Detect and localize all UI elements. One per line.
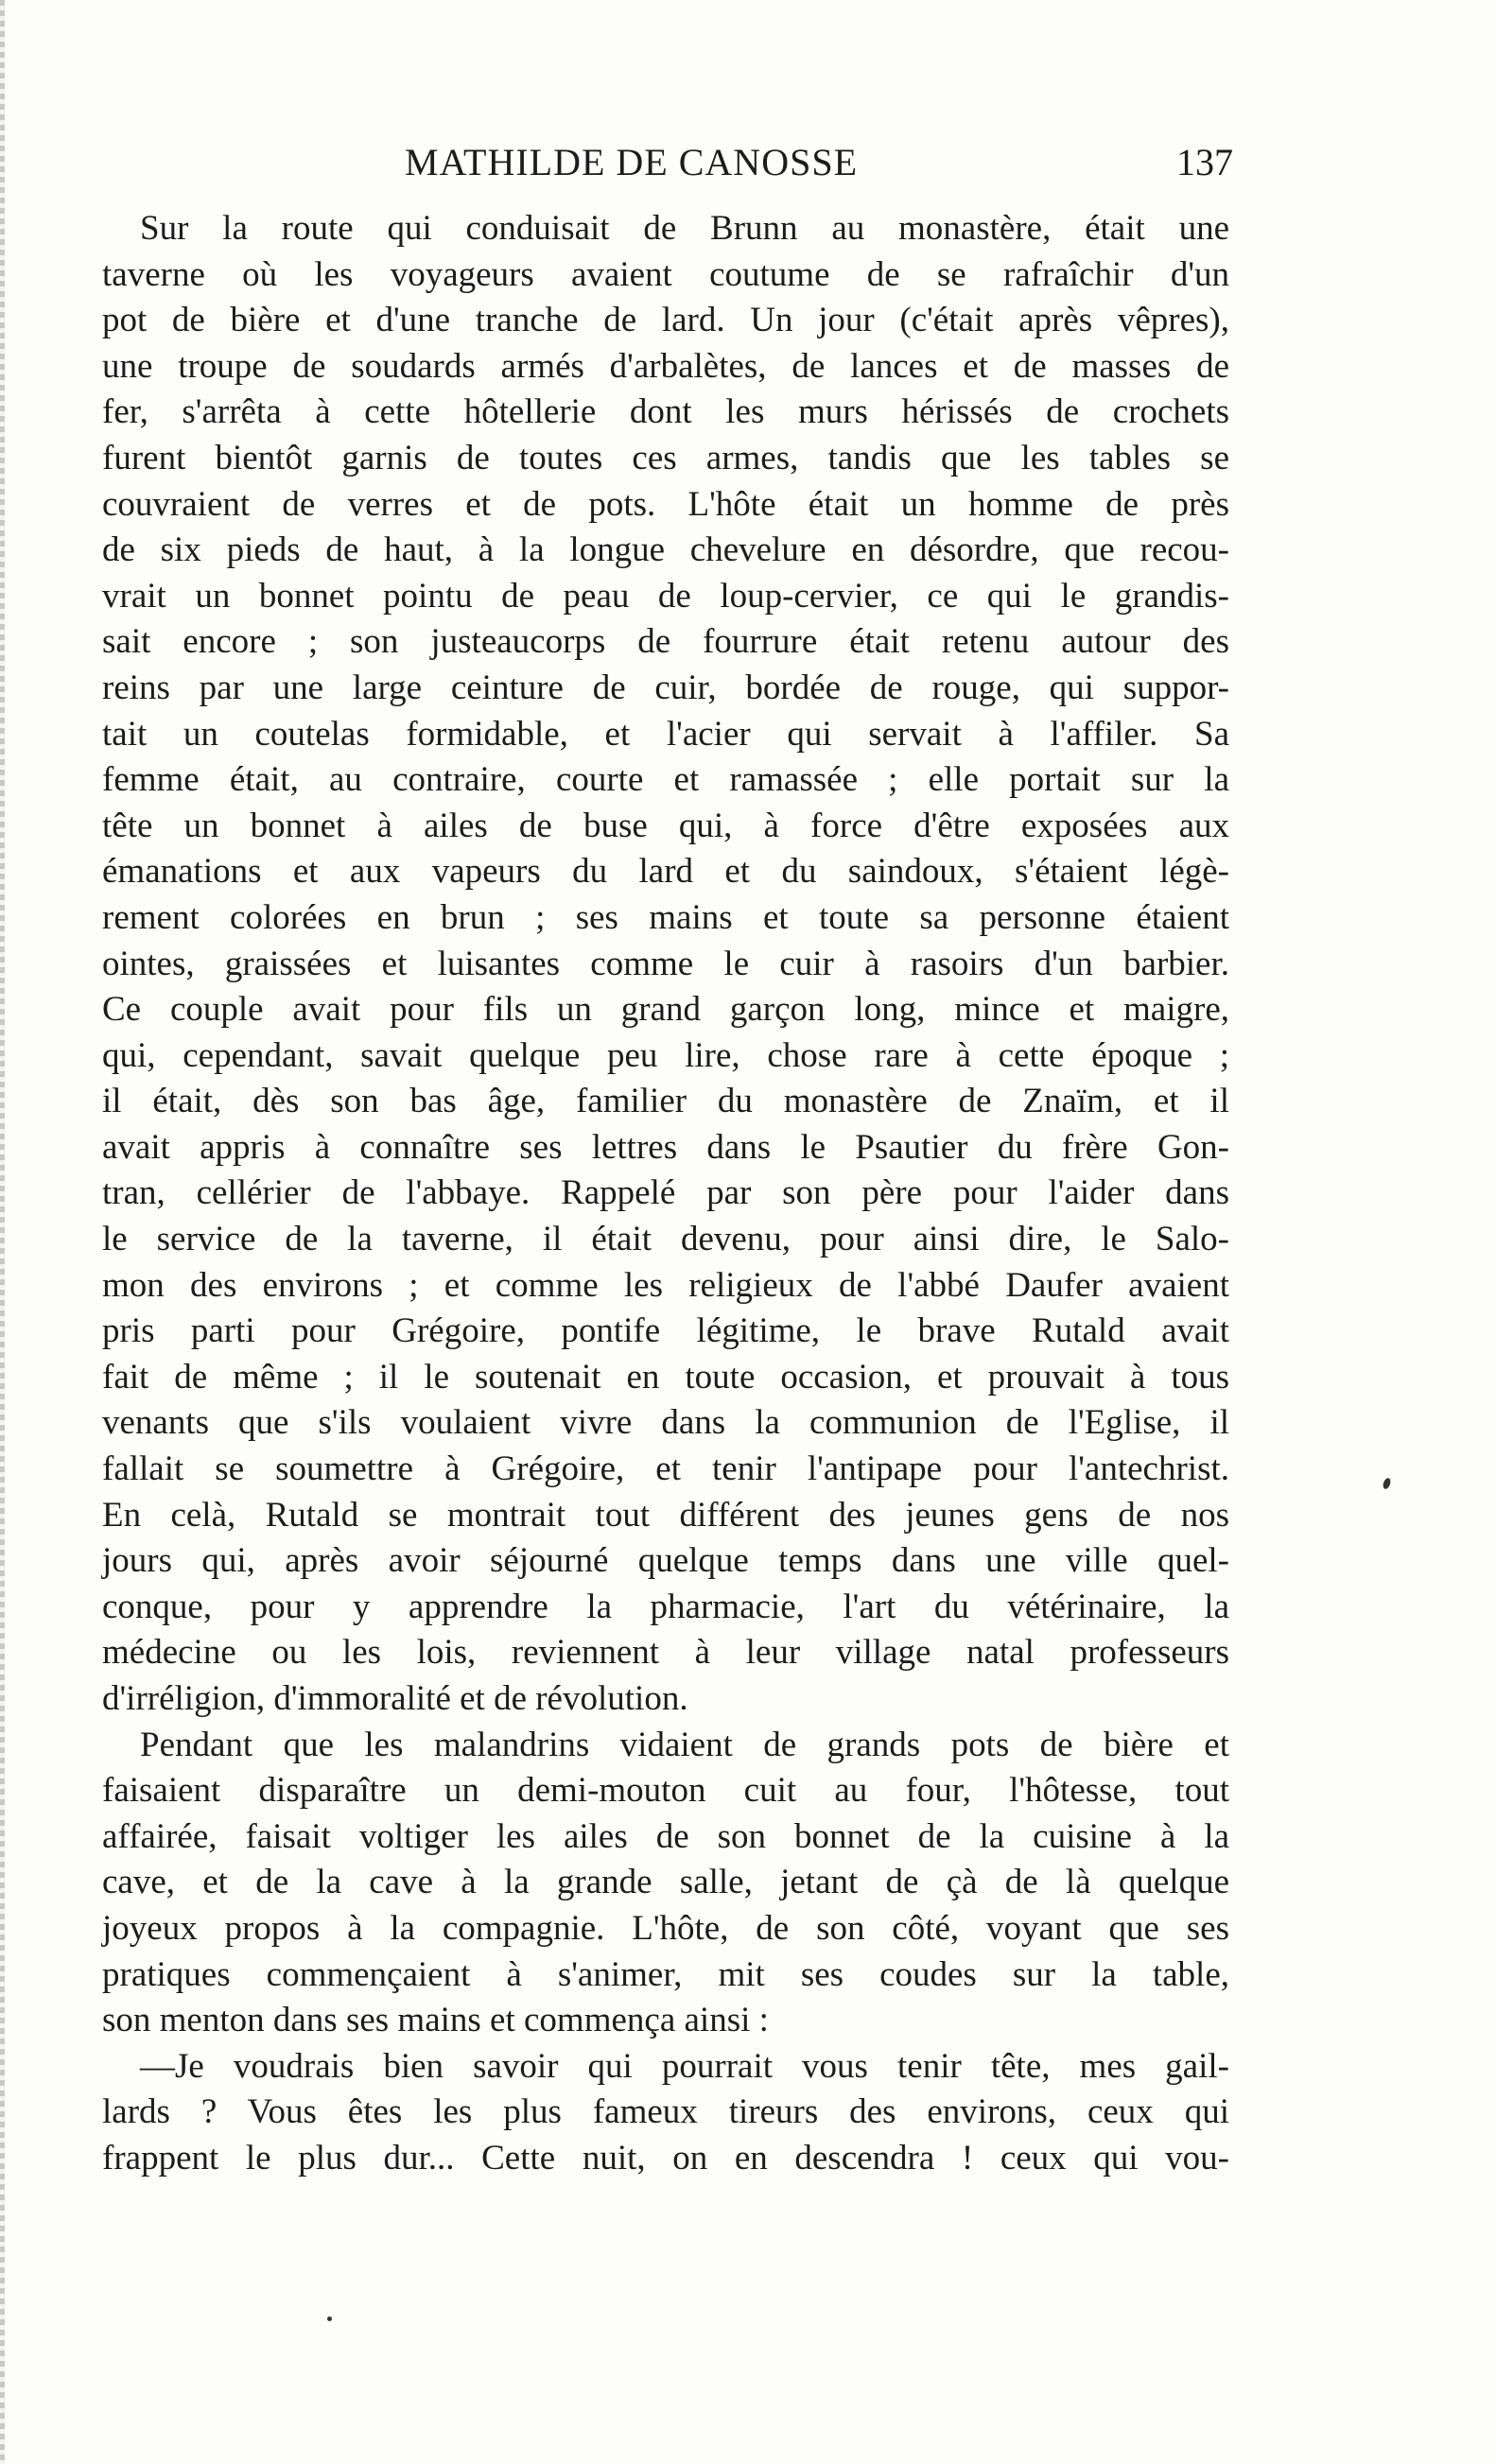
text-line: pratiques commençaient à s'animer, mit ses coudes sur la table, (102, 1954, 1229, 1994)
book-page (102, 140, 1233, 2182)
running-head (102, 140, 1233, 197)
text-line: frappent le plus dur... Cette nuit, on en descendra ! ceux qui vou- (102, 2138, 1229, 2178)
text-line: reins par une large ceinture de cuir, bordée de rouge, qui suppor- (102, 668, 1229, 707)
text-line: conque, pour y apprendre la pharmacie, l'art du vétérinaire, la (102, 1587, 1229, 1626)
text-line: vrait un bonnet pointu de peau de loup-cervier, ce qui le grandis- (102, 576, 1229, 616)
text-line: lards ? Vous êtes les plus fameux tireurs des environs, ceux qui (102, 2092, 1229, 2132)
paragraph (102, 2044, 1229, 2182)
text-line: cave, et de la cave à la grande salle, jetant de çà de là quelque (102, 1863, 1229, 1902)
text-line: d'irréligion, d'immoralité et de révolution. (102, 1679, 688, 1718)
text-line: jours qui, après avoir séjourné quelque temps dans une ville quel- (102, 1541, 1229, 1581)
text-line: Sur la route qui conduisait de Brunn au monastère, était une (140, 209, 1229, 248)
text-line: fallait se soumettre à Grégoire, et tenir l'antipape pour l'antechrist. (102, 1449, 1229, 1489)
text-line: qui, cependant, savait quelque peu lire, chose rare à cette époque ; (102, 1035, 1229, 1075)
text-line: le service de la taverne, il était devenu, pour ainsi dire, le Salo- (102, 1220, 1229, 1259)
text-line: sait encore ; son justeaucorps de fourrure était retenu autour des (102, 622, 1229, 662)
text-line: fait de même ; il le soutenait en toute occasion, et prouvait à tous (102, 1357, 1229, 1397)
text-line: tête un bonnet à ailes de buse qui, à force d'être exposées aux (102, 806, 1229, 845)
text-line: il était, dès son bas âge, familier du monastère de Znaïm, et il (102, 1082, 1229, 1121)
text-line: —Je voudrais bien savoir qui pourrait vous tenir tête, mes gail- (140, 2046, 1229, 2086)
text-line: mon des environs ; et comme les religieux de l'abbé Daufer avaient (102, 1265, 1229, 1305)
text-line: tait un coutelas formidable, et l'acier qui servait à l'affiler. Sa (102, 714, 1229, 754)
ink-speck (1382, 1477, 1392, 1490)
text-line: Pendant que les malandrins vidaient de grands pots de bière et (140, 1725, 1229, 1764)
text-line: faisaient disparaître un demi-mouton cuit au four, l'hôtesse, tout (102, 1771, 1229, 1811)
text-line: joyeux propos à la compagnie. L'hôte, de son côté, voyant que ses (102, 1908, 1229, 1948)
text-line: fer, s'arrêta à cette hôtellerie dont les murs hérissés de crochets (102, 392, 1229, 432)
text-line: ointes, graissées et luisantes comme le cuir à rasoirs d'un barbier. (102, 944, 1229, 983)
text-line: une troupe de soudards armés d'arbalètes, de lances et de masses de (102, 346, 1229, 386)
text-line: tran, cellérier de l'abbaye. Rappelé par son père pour l'aider dans (102, 1173, 1229, 1213)
text-line: avait appris à connaître ses lettres dans le Psautier du frère Gon- (102, 1127, 1229, 1167)
text-line: En celà, Rutald se montrait tout différent des jeunes gens de nos (102, 1495, 1229, 1535)
page-edge (0, 0, 5, 2464)
text-line: affairée, faisait voltiger les ailes de son bonnet de la cuisine à la (102, 1816, 1229, 1856)
text-line: émanations et aux vapeurs du lard et du saindoux, s'étaient légè- (102, 852, 1229, 892)
text-line: couvraient de verres et de pots. L'hôte était un homme de près (102, 484, 1229, 524)
text-line: médecine ou les lois, reviennent à leur village natal professeurs (102, 1633, 1229, 1673)
text-line: Ce couple avait pour fils un grand garçon long, mince et maigre, (102, 990, 1229, 1030)
text-line: femme était, au contraire, courte et ramassée ; elle portait sur la (102, 760, 1229, 800)
text-line: taverne où les voyageurs avaient coutume de se rafraîchir d'un (102, 254, 1229, 294)
text-line: pris parti pour Grégoire, pontife légitime, le brave Rutald avait (102, 1311, 1229, 1351)
text-line: furent bientôt garnis de toutes ces armes, tandis que les tables se (102, 438, 1229, 477)
body-text (102, 206, 1229, 2182)
text-line: son menton dans ses mains et commença ainsi : (102, 2001, 769, 2040)
page-number: 137 (1176, 141, 1233, 183)
paragraph (102, 1723, 1229, 2044)
text-line: de six pieds de haut, à la longue chevelure en désordre, que recou- (102, 530, 1229, 570)
ink-speck (327, 2317, 332, 2321)
text-line: venants que s'ils voulaient vivre dans la communion de l'Eglise, il (102, 1403, 1229, 1443)
text-line: rement colorées en brun ; ses mains et toute sa personne étaient (102, 897, 1229, 937)
running-title: MATHILDE DE CANOSSE (405, 141, 858, 183)
paragraph (102, 206, 1229, 1723)
text-line: pot de bière et d'une tranche de lard. Un jour (c'était après vêpres), (102, 301, 1229, 340)
